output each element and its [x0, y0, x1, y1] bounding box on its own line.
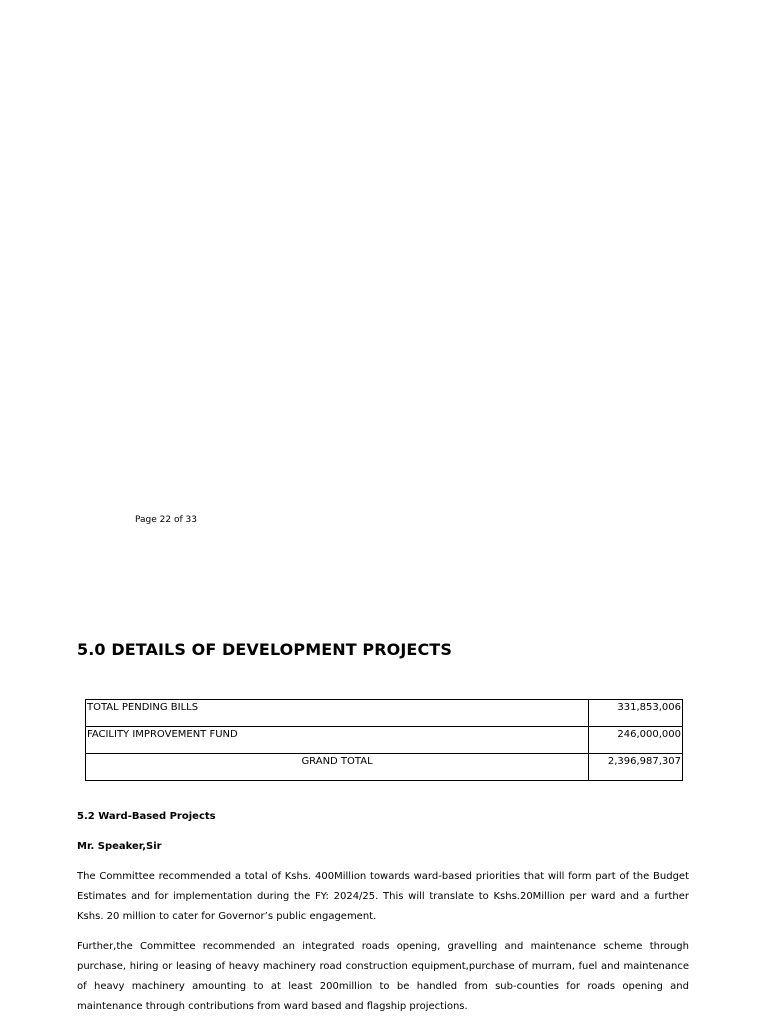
page-number: Page 22 of 33	[135, 515, 197, 525]
paragraph: The Committee recommended a total of Kshs. 400Million towards ward-based priorities that will form part of the Budget Estimates and for implementation during the FY: 2024/25. This will translate to Kshs.20Million per ward and a further Kshs. 20 million to cater for Governor’s public engagement.	[77, 871, 689, 922]
table-row-grand-total	[86, 754, 683, 781]
grand-total-label: GRAND TOTAL	[86, 754, 589, 781]
paragraph: Further,the Committee recommended an integrated roads opening, gravelling and maintenance scheme through purchase, hiring or leasing of heavy machinery road construction equipment,purchase of murram, fuel and maintenance of heavy machinery amounting to at least 200million to be handled from sub-counties for roads opening and maintenance through contributions from ward based and flagship projections.	[77, 941, 689, 1012]
subsection-heading: 5.2 Ward-Based Projects	[77, 811, 216, 822]
budget-table	[85, 699, 683, 781]
row-label: TOTAL PENDING BILLS	[86, 700, 589, 727]
table-row	[86, 727, 683, 754]
grand-total-amount: 2,396,987,307	[589, 754, 683, 781]
section-heading: 5.0 DETAILS OF DEVELOPMENT PROJECTS	[77, 640, 452, 659]
row-label: FACILITY IMPROVEMENT FUND	[86, 727, 589, 754]
salutation: Mr. Speaker,Sir	[77, 841, 162, 852]
table-row	[86, 700, 683, 727]
row-amount: 246,000,000	[589, 727, 683, 754]
row-amount: 331,853,006	[589, 700, 683, 727]
